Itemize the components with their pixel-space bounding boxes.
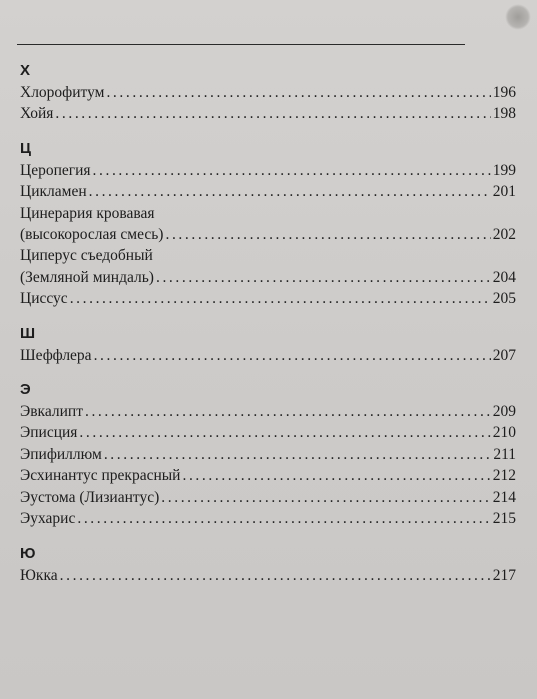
entry-row	[20, 508, 516, 529]
section-letter: Э	[20, 381, 31, 399]
entry-name: Эустома (Лизиантус)	[20, 488, 160, 506]
dot-leader	[182, 465, 490, 486]
index-entry	[20, 181, 516, 202]
dot-leader	[55, 103, 490, 124]
entry-page-number: 214	[492, 488, 516, 506]
index-entry	[20, 487, 516, 508]
alphabetical-index	[20, 60, 516, 599]
entry-name: Эписция	[20, 424, 78, 442]
entry-row	[20, 181, 516, 202]
entry-row	[20, 487, 516, 508]
entry-name: Юкка	[20, 566, 58, 584]
dot-leader	[93, 160, 491, 181]
dot-leader	[165, 224, 490, 245]
index-entry	[20, 82, 516, 103]
entry-row	[20, 444, 516, 465]
entry-name: Хойя	[20, 105, 54, 123]
index-section	[20, 543, 516, 586]
index-section	[20, 60, 516, 125]
index-entry	[20, 444, 516, 465]
entry-page-number: 196	[492, 84, 516, 101]
entry-row	[20, 224, 516, 245]
index-section	[20, 379, 516, 529]
dot-leader	[104, 444, 491, 465]
entry-page-number: 207	[492, 346, 516, 364]
index-entry	[20, 288, 516, 309]
entry-page-number: 212	[492, 467, 516, 485]
entry-row	[20, 82, 516, 103]
entry-page-number: 215	[492, 510, 516, 528]
index-entry	[20, 245, 516, 288]
entry-row	[20, 401, 516, 422]
entry-page-number: 198	[492, 105, 516, 123]
entry-page-number: 199	[492, 161, 516, 179]
entry-name: Хлорофитум	[20, 84, 105, 101]
entry-page-number: 217	[492, 566, 516, 584]
entry-name: Эвкалипт	[20, 403, 83, 421]
dot-leader	[79, 422, 490, 443]
index-section	[20, 323, 516, 366]
entry-name: Эсхинантус прекрасный	[20, 467, 181, 485]
dot-leader	[89, 181, 491, 202]
entry-name: Церопегия	[20, 161, 91, 179]
entry-name-first-line: Циперус съедобный	[20, 247, 153, 265]
entry-page-number: 202	[492, 226, 516, 244]
section-letter: Х	[20, 62, 31, 79]
index-section	[20, 138, 516, 310]
index-entry	[20, 103, 516, 124]
entry-row	[20, 465, 516, 486]
index-entry	[20, 203, 516, 246]
index-entry	[20, 465, 516, 486]
index-entry	[20, 565, 516, 586]
entry-page-number: 209	[492, 403, 516, 421]
entry-name-first-line: Цинерария кровавая	[20, 204, 155, 222]
entry-name: Эухарис	[20, 510, 76, 528]
section-letter: Ю	[20, 544, 36, 562]
dot-leader	[77, 508, 490, 529]
entry-page-number: 210	[492, 424, 516, 442]
entry-page-number: 204	[492, 268, 516, 286]
entry-row	[20, 103, 516, 124]
entry-row	[20, 345, 516, 366]
entry-page-number: 205	[492, 290, 516, 308]
entry-row	[20, 422, 516, 443]
entry-row	[20, 160, 516, 181]
entry-page-number: 211	[493, 445, 516, 463]
entry-row	[20, 565, 516, 586]
index-entry	[20, 422, 516, 443]
entry-row	[20, 267, 516, 288]
entry-name: Эпифиллюм	[20, 445, 102, 463]
dot-leader	[85, 401, 491, 422]
entry-name: Цикламен	[20, 183, 87, 201]
dot-leader	[106, 82, 490, 103]
dot-leader	[156, 267, 491, 288]
index-entry	[20, 160, 516, 181]
entry-page-number: 201	[492, 183, 516, 201]
header-rule	[17, 44, 465, 45]
entry-name: Циссус	[20, 290, 68, 308]
entry-name: (высокорослая смесь)	[20, 226, 164, 244]
dot-leader	[94, 345, 491, 366]
dot-leader	[60, 565, 491, 586]
section-letter: Ц	[20, 139, 31, 157]
section-letter: Ш	[20, 324, 36, 342]
index-entry	[20, 401, 516, 422]
entry-name: (Земляной миндаль)	[20, 268, 154, 286]
index-entry	[20, 345, 516, 366]
corner-stamp-mark	[505, 4, 531, 30]
entry-row	[20, 288, 516, 309]
entry-name: Шеффлера	[20, 346, 92, 364]
dot-leader	[161, 487, 490, 508]
dot-leader	[70, 288, 491, 309]
index-entry	[20, 508, 516, 529]
